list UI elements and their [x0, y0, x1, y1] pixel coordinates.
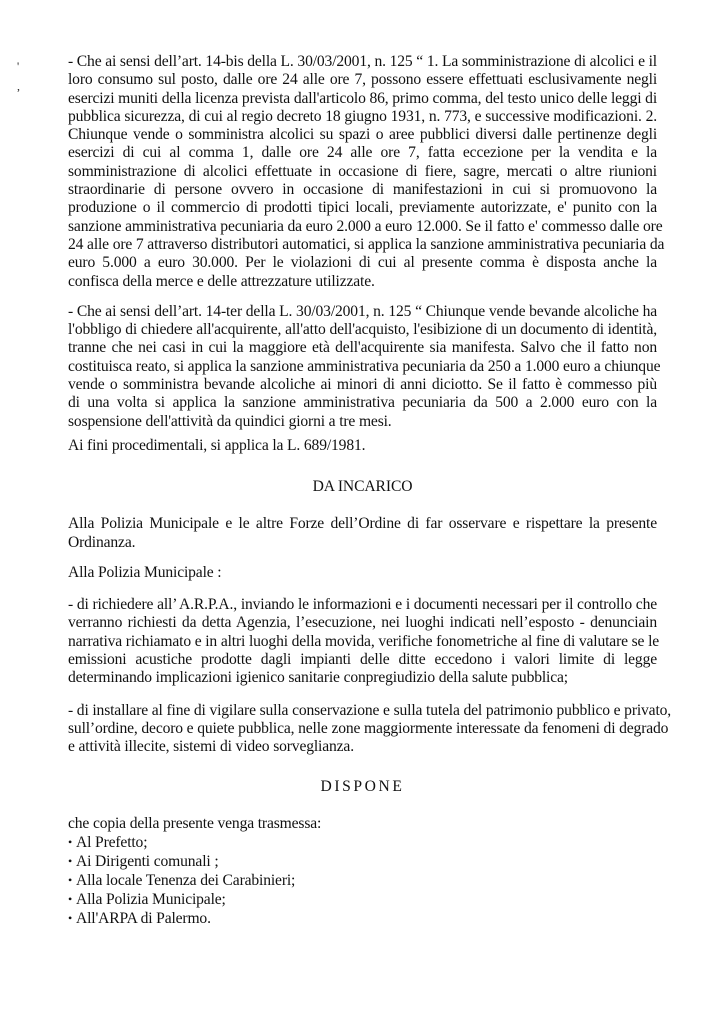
recipient-label: Al Prefetto;: [76, 833, 148, 851]
margin-mark: ': [17, 59, 20, 73]
text-line: - Che ai sensi dell’art. 14-bis della L. 30/03/2001, n. 125 “ 1. La somministrazione di alcolici e il: [68, 53, 657, 70]
recipient-label: All'ARPA di Palermo.: [76, 909, 211, 927]
text-line: pubblica sicurezza, di cui al regio decreto 18 giugno 1931, n. 773, e successive modificazioni. 2.: [68, 107, 657, 125]
recipient-label: Alla locale Tenenza dei Carabinieri;: [76, 871, 296, 889]
text-line: - Che ai sensi dell’art. 14-ter della L. 30/03/2001, n. 125 “ Chiunque vende bevande alcoliche ha: [68, 302, 657, 320]
list-item: [68, 890, 657, 909]
text-line: Ai fini procedimentali, si applica la L. 689/1981.: [68, 436, 366, 454]
text-line: di una volta si applica la sanzione amministrativa pecuniaria da 500 a 2.000 euro con la: [68, 394, 657, 412]
paragraph-art-14-ter: [68, 302, 661, 431]
text-line: straordinarie di persone ovvero in occasione di manifestazioni in cui si promuovono la: [68, 181, 657, 199]
text-line: vende o somministra bevande alcoliche ai minori di anni diciotto. Se il fatto è commesso più: [68, 376, 657, 394]
text-line: che copia della presente venga trasmessa:: [68, 814, 322, 832]
paragraph-art-14-bis: [68, 53, 665, 291]
paragraph-video-sorveglianza: [68, 701, 672, 757]
text-line: costituisca reato, si applica la sanzione amministrativa pecuniaria da 250 a 1.000 euro a chiunque: [68, 357, 661, 375]
text-line: l'obbligo di chiedere all'acquirente, all'atto dell'acquisto, l'esibizione di un documento di identità,: [68, 321, 657, 339]
recipient-label: Alla Polizia Municipale;: [76, 890, 226, 908]
recipients-list: [68, 833, 657, 928]
text-line: narrativa richiamato e in altri luoghi della movida, verifiche fonometriche al fine di valutare se le: [68, 632, 660, 650]
paragraph-dispone-intro: [68, 815, 657, 833]
text-line: Alla Polizia Municipale e le altre Forze dell’Ordine di far osservare e rispettare la presente: [68, 515, 657, 533]
text-line: Chiunque vende o somministra alcolici su spazi o aree pubblici diversi dalle pertinenze degli: [68, 126, 657, 144]
text-line: esercizi muniti della licenza prevista dall'articolo 86, primo comma, del testo unico delle leggi di: [68, 89, 657, 107]
text-line: verranno richiesti da detta Agenzia, l’esecuzione, nei luoghi indicati nell’esposto - denunciain: [68, 614, 657, 632]
text-line: sull’ordine, decoro e quiete pubblica, nelle zone maggiormente interessate da fenomeni di degrado: [68, 719, 669, 737]
text-line: 24 alle ore 7 attraverso distributori automatici, si applica la sanzione amministrativa pecuniaria da: [68, 235, 665, 253]
bullet-icon: •: [68, 891, 73, 906]
text-line: produzione o il commercio di prodotti tipici locali, previamente autorizzate, e' punito con la: [68, 199, 657, 217]
text-line: tranne che nei casi in cui la maggiore età dell'acquirente sia manifesta. Salvo che il fatto non: [68, 339, 657, 357]
paragraph-procedimentali: [68, 437, 657, 455]
bullet-icon: •: [68, 834, 73, 849]
text-line: loro consumo sul posto, dalle ore 24 alle ore 7, possono essere effettuati esclusivamente negli: [68, 71, 657, 89]
text-line: emissioni acustiche prodotte dagli impianti delle ditte eccedono i valori limite di legge: [68, 651, 657, 669]
text-line: - di richiedere all’ A.R.P.A., inviando le informazioni e i documenti necessari per il controllo che: [68, 596, 657, 614]
text-line: somministrazione di alcolici effettuate in occasione di fiere, sagre, mercati o altre riunioni: [68, 162, 657, 180]
heading-da-incarico: DA INCARICO: [312, 478, 413, 496]
text-line: sanzione amministrativa pecuniaria da euro 2.000 a euro 12.000. Se il fatto e' commesso dalle ore: [68, 217, 663, 235]
text-line: Alla Polizia Municipale :: [68, 563, 222, 581]
document-body: [68, 0, 672, 928]
paragraph-forze-ordine: [68, 515, 657, 552]
text-line: euro 5.000 a euro 30.000. Per le violazioni di cui al presente comma è disposta anche la: [68, 254, 657, 272]
recipient-label: Ai Dirigenti comunali ;: [76, 852, 219, 870]
list-item: [68, 833, 657, 852]
text-line: e attività illecite, sistemi di video sorveglianza.: [68, 738, 354, 756]
text-line: Ordinanza.: [68, 533, 136, 551]
paragraph-polizia-label: [68, 564, 657, 582]
heading-dispone: DISPONE: [320, 777, 405, 795]
text-line: confisca della merce e delle attrezzature utilizzate.: [68, 272, 375, 290]
bullet-icon: •: [68, 910, 73, 925]
text-line: determinando implicazioni igienico sanitarie conpregiudizio della salute pubblica;: [68, 669, 568, 687]
text-line: sospensione dell'attività da quindici giorni a tre mesi.: [68, 412, 392, 430]
bullet-icon: •: [68, 872, 73, 887]
list-item: [68, 852, 657, 871]
paragraph-arpa: [68, 596, 660, 687]
text-line: - di installare al fine di vigilare sulla conservazione e sulla tutela del patrimonio pubblico e privato,: [68, 701, 672, 719]
text-line: esercizi di cui al comma 1, dalle ore 24 alle ore 7, fatta eccezione per la vendita e la: [68, 144, 657, 162]
list-item: [68, 909, 657, 928]
list-item: [68, 871, 657, 890]
margin-mark: ,: [17, 79, 20, 93]
bullet-icon: •: [68, 853, 73, 868]
